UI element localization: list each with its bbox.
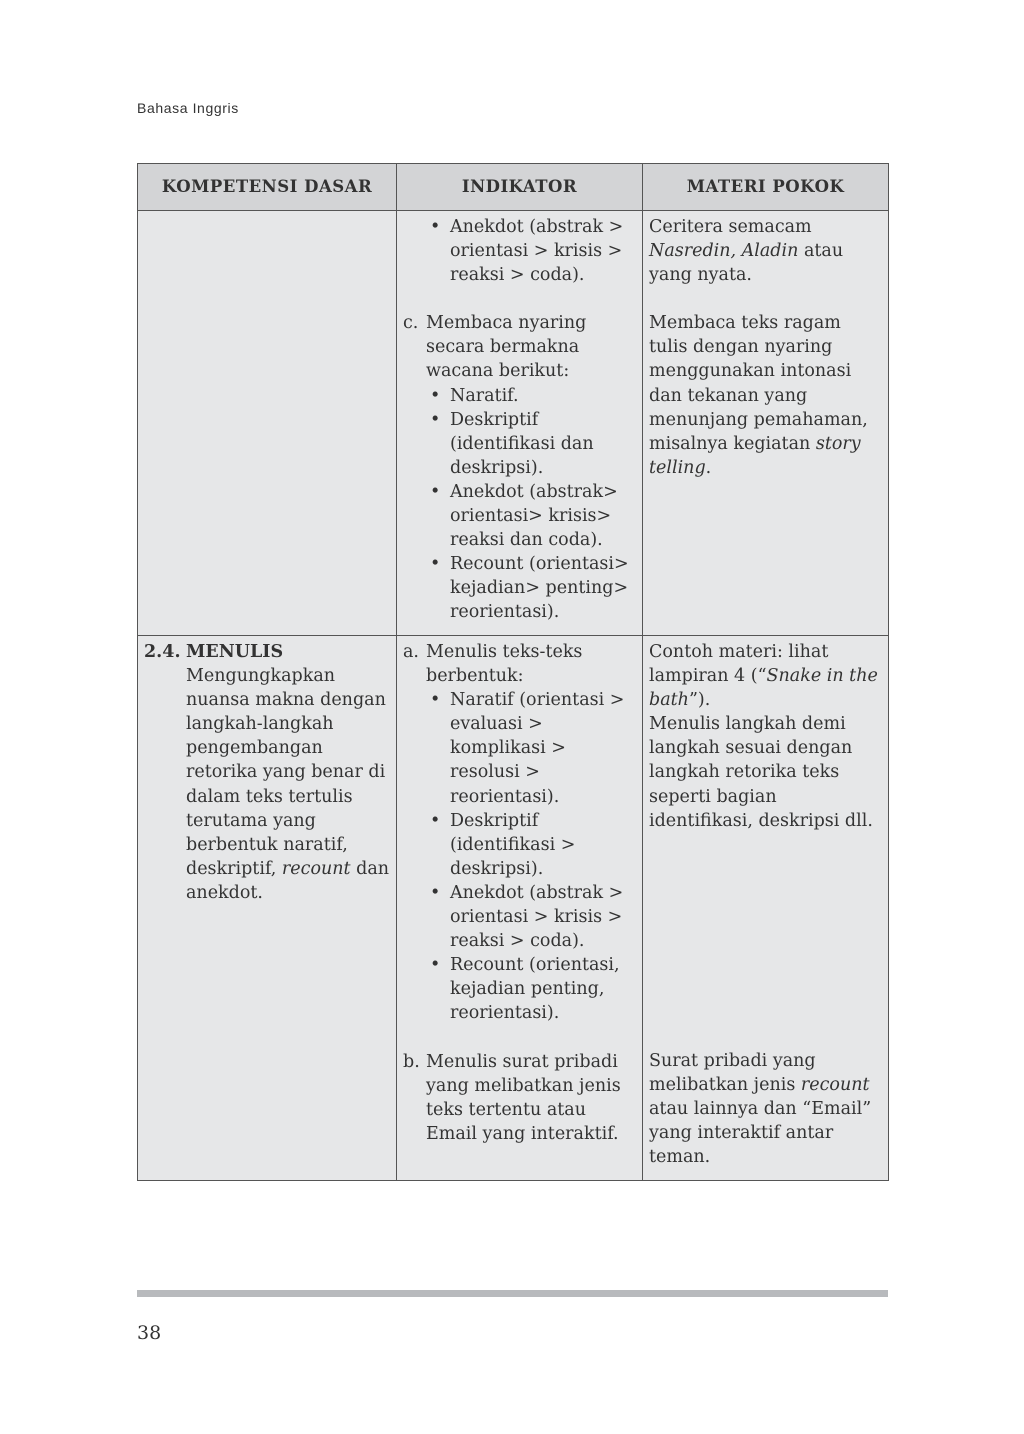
text-line: retorika yang benar di (186, 762, 386, 783)
text-line: orientasi> krisis> (450, 506, 612, 527)
materi-paragraph (649, 215, 884, 287)
text-line: Deskriptif (450, 810, 539, 831)
italic-text: telling (649, 457, 706, 478)
text-line: Recount (orientasi> (450, 554, 629, 575)
materi-paragraph (649, 311, 884, 480)
text-span: deskriptif, (186, 858, 282, 879)
text-line (186, 857, 392, 881)
kompetensi-description (144, 664, 392, 905)
list-item (426, 552, 638, 624)
text-line: Anekdot (abstrak> (450, 481, 618, 502)
text-line (649, 239, 884, 263)
table-row (138, 636, 889, 1181)
bullet-icon: • (430, 409, 441, 430)
text-line: dan tekanan yang (649, 385, 808, 406)
italic-text: bath (649, 690, 689, 711)
bullet-icon: • (430, 810, 441, 831)
list-item (426, 384, 638, 408)
text-line: kejadian> penting> (450, 578, 629, 599)
text-line: (identifikasi dan (450, 433, 594, 454)
text-line: reorientasi). (450, 1003, 560, 1024)
text-line: orientasi > krisis > (450, 907, 623, 928)
list-item (426, 881, 638, 953)
text-line (649, 688, 884, 712)
italic-text: story (815, 433, 861, 454)
text-span: lampiran 4 (“ (649, 666, 767, 687)
kompetensi-title: MENULIS (186, 642, 284, 662)
text-line: atau lainnya dan “Email” (649, 1098, 872, 1119)
indikator-item-b (403, 1050, 638, 1146)
text-line (649, 456, 884, 480)
text-line: Membaca nyaring (426, 313, 587, 334)
italic-text: Snake in the (766, 666, 878, 687)
text-line: pengembangan (186, 738, 323, 759)
indikator-continued-block (403, 215, 638, 287)
bullet-icon: • (430, 955, 441, 976)
text-line: Anekdot (abstrak > (450, 217, 624, 237)
text-span: atau (798, 241, 844, 262)
list-item (426, 953, 638, 1025)
text-line: orientasi > krisis > (450, 241, 623, 262)
indikator-item-a (403, 640, 638, 1026)
text-line: (identifikasi > (450, 834, 576, 855)
text-line: reaksi dan coda). (450, 530, 603, 551)
text-line: Naratif (orientasi > (450, 690, 625, 711)
text-line (649, 1073, 884, 1097)
text-line: langkah sesuai dengan (649, 738, 853, 759)
text-line: Surat pribadi yang (649, 1050, 816, 1071)
bullet-icon: • (430, 481, 441, 502)
bullet-icon: • (430, 217, 441, 237)
text-line: yang nyata. (649, 265, 752, 286)
table-header (138, 164, 889, 211)
text-line: langkah retorika teks (649, 762, 840, 783)
text-line: berbentuk: (426, 666, 524, 687)
list-item (426, 215, 638, 287)
text-line: Mengungkapkan (186, 666, 336, 687)
list-item (426, 480, 638, 552)
text-line: menggunakan intonasi (649, 361, 852, 382)
text-line: deskripsi). (450, 457, 544, 478)
text-line: nuansa makna dengan (186, 690, 386, 711)
cell-materi-reading (643, 211, 889, 636)
italic-text: recount (800, 1074, 870, 1095)
text-line: Recount (orientasi, (450, 955, 620, 976)
text-span: misalnya kegiatan (649, 433, 816, 454)
text-span: dan (350, 858, 390, 879)
list-item (426, 809, 638, 881)
header-indikator: INDIKATOR (397, 164, 643, 211)
list-item (426, 408, 638, 480)
text-line: yang melibatkan jenis (426, 1075, 621, 1096)
text-line: terutama yang (186, 810, 316, 831)
text-span: melibatkan jenis (649, 1074, 801, 1095)
table-row (138, 211, 889, 636)
item-marker: c. (403, 313, 419, 334)
kompetensi-heading (144, 640, 392, 664)
text-line: reorientasi). (450, 786, 560, 807)
text-line: kejadian penting, (450, 979, 605, 1000)
italic-text: Nasredin, Aladin (649, 241, 799, 262)
text-line: Deskriptif (450, 409, 539, 430)
bullet-icon: • (430, 690, 441, 711)
text-line: berbentuk naratif, (186, 834, 348, 855)
item-marker: a. (403, 642, 419, 662)
footer-rule (137, 1290, 888, 1297)
header-kompetensi-dasar: KOMPETENSI DASAR (138, 164, 397, 211)
italic-text: recount (281, 858, 351, 879)
text-line (649, 664, 884, 688)
text-line: wacana berikut: (426, 361, 570, 382)
text-line: dalam teks tertulis (186, 786, 353, 807)
text-line: Ceritera semacam (649, 217, 812, 237)
materi-paragraph (649, 1049, 884, 1169)
text-line: deskripsi). (450, 858, 544, 879)
text-line: Menulis teks-teks (426, 642, 583, 662)
materi-paragraph (649, 640, 884, 833)
text-line: Anekdot (abstrak > (450, 882, 624, 903)
text-line: seperti bagian (649, 786, 777, 807)
item-marker: b. (403, 1051, 420, 1072)
text-line: Membaca teks ragam (649, 313, 841, 334)
text-line: Contoh materi: lihat (649, 642, 829, 662)
text-line: Naratif. (450, 385, 519, 406)
header-materi-pokok: MATERI POKOK (643, 164, 889, 211)
text-line (649, 432, 884, 456)
text-span: ”). (688, 690, 711, 711)
text-line: reorientasi). (450, 602, 560, 623)
text-line: Menulis langkah demi (649, 714, 846, 735)
text-line: teman. (649, 1147, 711, 1168)
running-head: Bahasa Inggris (137, 100, 239, 116)
bullet-icon: • (430, 385, 441, 406)
cell-indikator-writing (397, 636, 643, 1181)
cell-kompetensi-empty (138, 211, 397, 636)
text-span: . (705, 457, 712, 478)
text-line: teks tertentu atau (426, 1099, 586, 1120)
page-number: 38 (137, 1322, 162, 1344)
curriculum-table (137, 163, 889, 1181)
text-line: tulis dengan nyaring (649, 337, 833, 358)
text-line: langkah-langkah (186, 714, 334, 735)
text-line: resolusi > (450, 762, 540, 783)
cell-indikator-reading (397, 211, 643, 636)
text-line: komplikasi > (450, 738, 566, 759)
text-line: menunjang pemahaman, (649, 409, 868, 430)
text-line: Menulis surat pribadi (426, 1051, 618, 1072)
text-line: secara bermakna (426, 337, 580, 358)
text-line: evaluasi > (450, 714, 543, 735)
kompetensi-number: 2.4. (144, 642, 181, 662)
cell-materi-writing (643, 636, 889, 1181)
text-line: yang interaktif antar (649, 1123, 834, 1144)
list-item (426, 688, 638, 808)
indikator-item-c (403, 311, 638, 624)
cell-kompetensi-menulis (138, 636, 397, 1181)
text-line: Email yang interaktif. (426, 1123, 619, 1144)
text-line: anekdot. (186, 882, 263, 903)
text-line: reaksi > coda). (450, 265, 585, 286)
bullet-icon: • (430, 882, 441, 903)
text-line: reaksi > coda). (450, 931, 585, 952)
text-line: identifikasi, deskripsi dll. (649, 810, 873, 831)
bullet-icon: • (430, 554, 441, 575)
